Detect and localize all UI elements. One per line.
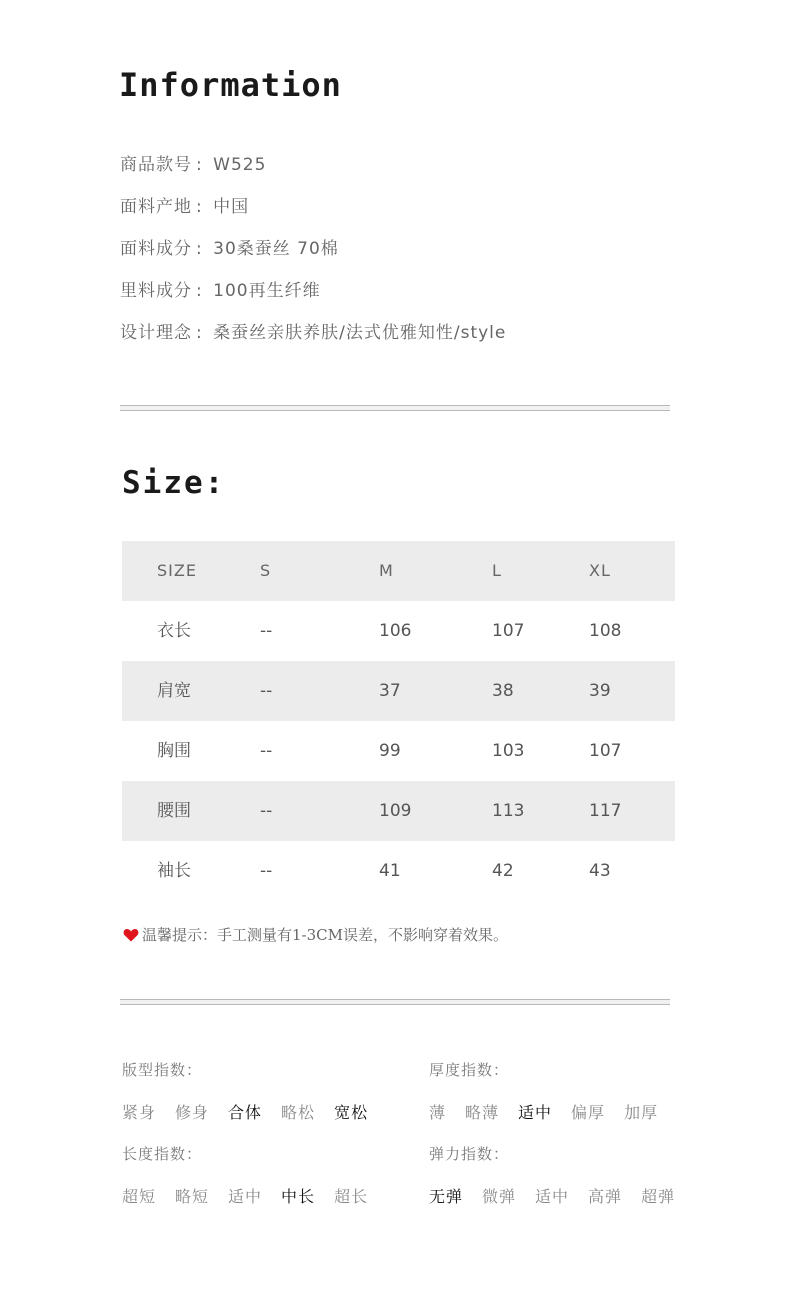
length-option: 超短 — [122, 1187, 157, 1206]
info-line-fabric-origin: 面料产地 : 中国 — [120, 197, 250, 217]
table-cell: -- — [260, 861, 273, 881]
length-index-label: 长度指数： — [122, 1145, 203, 1163]
heart-icon — [123, 928, 139, 946]
size-table-header — [122, 541, 675, 601]
length-option: 略短 — [175, 1187, 210, 1206]
table-cell: -- — [260, 681, 273, 701]
size-table — [122, 541, 675, 901]
fit-index-label: 版型指数： — [122, 1061, 203, 1079]
table-cell: 38 — [492, 681, 514, 701]
table-cell: 103 — [492, 741, 525, 761]
info-value: 30桑蚕丝 70棉 — [213, 239, 339, 259]
info-value: 桑蚕丝亲肤养肤/法式优雅知性/style — [213, 323, 507, 343]
elasticity-option: 超弹 — [641, 1187, 676, 1206]
length-option: 超长 — [334, 1187, 369, 1206]
table-cell: 113 — [492, 801, 525, 821]
thickness-option: 略薄 — [465, 1103, 500, 1122]
thickness-option: 偏厚 — [571, 1103, 606, 1122]
fit-index-options — [122, 1100, 387, 1123]
elasticity-option: 适中 — [535, 1187, 570, 1206]
elasticity-option: 高弹 — [588, 1187, 623, 1206]
elasticity-index-options — [429, 1184, 694, 1207]
info-line-style-number: 商品款号 : W525 — [120, 155, 267, 175]
tip-text: 温馨提示：手工测量有1-3CM误差，不影响穿着效果。 — [142, 926, 508, 944]
elasticity-option: 无弹 — [429, 1187, 464, 1206]
information-title: Information — [119, 66, 342, 104]
table-cell: -- — [260, 621, 273, 641]
header-cell: M — [379, 561, 394, 580]
info-label: 里料成分 — [120, 281, 192, 301]
length-index-options — [122, 1184, 387, 1207]
measurement-tip — [123, 924, 508, 946]
section-divider — [120, 999, 670, 1005]
fit-option: 紧身 — [122, 1103, 157, 1122]
table-cell: 42 — [492, 861, 514, 881]
table-cell: 107 — [492, 621, 525, 641]
length-option: 中长 — [281, 1187, 316, 1206]
header-cell: S — [260, 561, 272, 580]
info-value: 100再生纤维 — [213, 281, 321, 301]
table-row — [122, 661, 675, 721]
thickness-index-options — [429, 1100, 677, 1123]
fit-option: 修身 — [175, 1103, 210, 1122]
table-cell: 108 — [589, 621, 622, 641]
info-line-design-concept: 设计理念 : 桑蚕丝亲肤养肤/法式优雅知性/style — [120, 323, 507, 343]
table-cell: 腰围 — [157, 801, 191, 821]
table-cell: 37 — [379, 681, 401, 701]
info-value: 中国 — [213, 197, 250, 217]
header-cell: SIZE — [157, 561, 197, 580]
table-cell: -- — [260, 741, 273, 761]
elasticity-option: 微弹 — [482, 1187, 517, 1206]
table-cell: 99 — [379, 741, 401, 761]
table-cell: 106 — [379, 621, 412, 641]
table-cell: -- — [260, 801, 273, 821]
table-cell: 袖长 — [157, 861, 191, 881]
thickness-option: 加厚 — [624, 1103, 659, 1122]
fit-option: 宽松 — [334, 1103, 369, 1122]
table-cell: 39 — [589, 681, 611, 701]
info-line-fabric-composition: 面料成分 : 30桑蚕丝 70棉 — [120, 239, 339, 259]
table-cell: 衣长 — [157, 621, 191, 641]
table-cell: 109 — [379, 801, 412, 821]
size-title: Size: — [122, 465, 226, 501]
table-cell: 43 — [589, 861, 611, 881]
info-value: W525 — [213, 155, 267, 175]
info-label: 商品款号 — [120, 155, 192, 175]
section-divider — [120, 405, 670, 411]
elasticity-index-label: 弹力指数： — [429, 1145, 510, 1163]
table-cell: 41 — [379, 861, 401, 881]
table-cell: 107 — [589, 741, 622, 761]
header-cell: L — [492, 561, 502, 580]
fit-option: 略松 — [281, 1103, 316, 1122]
table-row — [122, 781, 675, 841]
thickness-option: 适中 — [518, 1103, 553, 1122]
fit-option: 合体 — [228, 1103, 263, 1122]
length-option: 适中 — [228, 1187, 263, 1206]
header-cell: XL — [589, 561, 611, 580]
info-label: 面料成分 — [120, 239, 192, 259]
info-label: 设计理念 — [120, 323, 192, 343]
table-row — [122, 721, 675, 781]
table-row — [122, 601, 675, 661]
table-cell: 117 — [589, 801, 622, 821]
info-line-lining-composition: 里料成分 : 100再生纤维 — [120, 281, 321, 301]
table-row — [122, 841, 675, 901]
info-label: 面料产地 — [120, 197, 192, 217]
thickness-index-label: 厚度指数： — [429, 1061, 510, 1079]
thickness-option: 薄 — [429, 1103, 447, 1122]
table-cell: 肩宽 — [157, 681, 191, 701]
table-cell: 胸围 — [157, 741, 191, 761]
